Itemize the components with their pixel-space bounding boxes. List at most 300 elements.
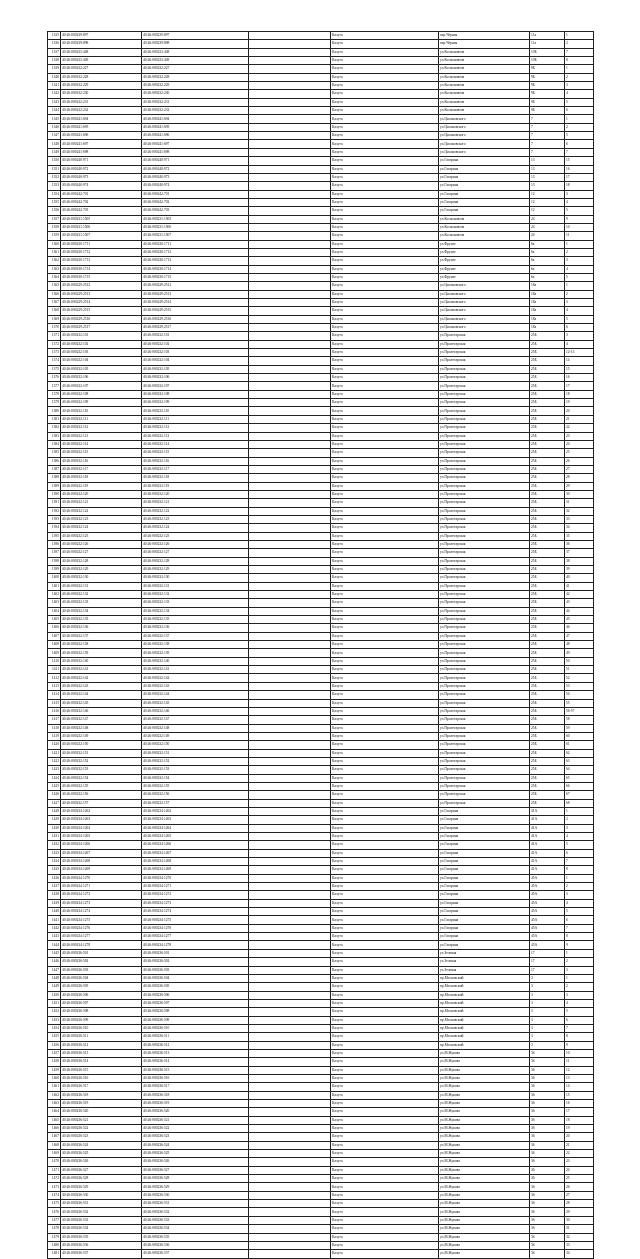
- row-number-cell: 1373: [48, 349, 61, 357]
- record-number-cell: 40:26:000236:519: [61, 1100, 142, 1108]
- city-cell: Калуга: [331, 182, 439, 190]
- record-number-cell: 40:26:000232:137: [61, 632, 142, 640]
- house-number-cell: 9Б: [530, 107, 565, 115]
- apartment-number-cell: 8: [565, 866, 594, 874]
- table-row: [48, 65, 594, 73]
- cadastral-number-cell: 40:26:000233:448: [142, 48, 249, 56]
- city-cell: Калуга: [331, 791, 439, 799]
- street-cell: ул.М.Жукова: [439, 1133, 530, 1141]
- street-cell: ул.Космонавтов: [439, 48, 530, 56]
- street-cell: пр.Московский: [439, 1041, 530, 1049]
- record-number-cell: 40:26:000234:1270: [61, 874, 142, 882]
- street-cell: ул.Пролетарская: [439, 574, 530, 582]
- apartment-number-cell: 6: [565, 849, 594, 857]
- table-row: [48, 32, 594, 40]
- apartment-number-cell: 8: [565, 1033, 594, 1041]
- apartment-number-cell: 67: [565, 791, 594, 799]
- record-number-cell: 40:26:000232:117: [61, 465, 142, 473]
- record-number-cell: 40:26:000232:102: [61, 340, 142, 348]
- row-number-cell: 1467: [48, 1133, 61, 1141]
- city-cell: Калуга: [331, 223, 439, 231]
- street-cell: ул.Пролетарская: [439, 624, 530, 632]
- apartment-number-cell: 4: [565, 265, 594, 273]
- city-cell: Калуга: [331, 933, 439, 941]
- house-number-cell: 25Б: [530, 582, 565, 590]
- blank-cell-cell: [249, 949, 331, 957]
- table-row: [48, 1016, 594, 1024]
- cadastral-number-cell: 40:26:000231:1505: [142, 215, 249, 223]
- cadastral-number-cell: 40:26:000236:533: [142, 1216, 249, 1224]
- apartment-number-cell: 54: [565, 691, 594, 699]
- table-row: [48, 599, 594, 607]
- cadastral-number-cell: 40:26:000236:516: [142, 1074, 249, 1082]
- blank-cell-cell: [249, 73, 331, 81]
- cadastral-number-cell: 40:26:000232:145: [142, 699, 249, 707]
- house-number-cell: 12: [530, 207, 565, 215]
- blank-cell-cell: [249, 1208, 331, 1216]
- street-cell: ул.М.Жукова: [439, 1233, 530, 1241]
- city-cell: Калуга: [331, 374, 439, 382]
- cadastral-number-cell: 40:26:000232:155: [142, 782, 249, 790]
- city-cell: Калуга: [331, 215, 439, 223]
- street-cell: ул.Пролетарская: [439, 707, 530, 715]
- blank-cell-cell: [249, 1066, 331, 1074]
- row-number-cell: 1464: [48, 1108, 61, 1116]
- table-row: [48, 1141, 594, 1149]
- blank-cell-cell: [249, 1100, 331, 1108]
- table-row: [48, 1108, 594, 1116]
- row-number-cell: 1375: [48, 365, 61, 373]
- table-row: [48, 515, 594, 523]
- city-cell: Калуга: [331, 507, 439, 515]
- street-cell: ул.Циолковского: [439, 315, 530, 323]
- record-number-cell: 40:26:000232:232: [61, 107, 142, 115]
- house-number-cell: 18а: [530, 307, 565, 315]
- row-number-cell: 1401: [48, 582, 61, 590]
- table-row: [48, 1116, 594, 1124]
- table-row: [48, 307, 594, 315]
- street-cell: ул.М.Жукова: [439, 1150, 530, 1158]
- house-number-cell: 45А: [530, 916, 565, 924]
- row-number-cell: 1436: [48, 874, 61, 882]
- city-cell: Калуга: [331, 599, 439, 607]
- cadastral-number-cell: 40:26:000234:1266: [142, 841, 249, 849]
- city-cell: Калуга: [331, 140, 439, 148]
- blank-cell-cell: [249, 657, 331, 665]
- blank-cell-cell: [249, 974, 331, 982]
- blank-cell-cell: [249, 707, 331, 715]
- row-number-cell: 1449: [48, 983, 61, 991]
- row-number-cell: 1347: [48, 132, 61, 140]
- blank-cell-cell: [249, 182, 331, 190]
- city-cell: Калуга: [331, 999, 439, 1007]
- row-number-cell: 1437: [48, 883, 61, 891]
- record-number-cell: 40:26:000240:972: [61, 165, 142, 173]
- apartment-number-cell: 6: [565, 140, 594, 148]
- table-row: [48, 591, 594, 599]
- table-row: [48, 1158, 594, 1166]
- city-cell: Калуга: [331, 691, 439, 699]
- city-cell: Калуга: [331, 632, 439, 640]
- blank-cell-cell: [249, 741, 331, 749]
- row-number-cell: 1458: [48, 1058, 61, 1066]
- city-cell: Калуга: [331, 574, 439, 582]
- street-cell: ул.М.Жукова: [439, 1166, 530, 1174]
- blank-cell-cell: [249, 1225, 331, 1233]
- table-row: [48, 424, 594, 432]
- record-number-cell: 40:26:000232:147: [61, 716, 142, 724]
- blank-cell-cell: [249, 140, 331, 148]
- street-cell: ул.Космонавтов: [439, 232, 530, 240]
- city-cell: Калуга: [331, 407, 439, 415]
- city-cell: Калуга: [331, 382, 439, 390]
- row-number-cell: 1361: [48, 248, 61, 256]
- cadastral-number-cell: 40:26:000232:129: [142, 566, 249, 574]
- city-cell: Калуга: [331, 440, 439, 448]
- cadastral-number-cell: 40:26:000236:501: [142, 949, 249, 957]
- row-number-cell: 1478: [48, 1225, 61, 1233]
- blank-cell-cell: [249, 1116, 331, 1124]
- street-cell: ул.Пролетарская: [439, 582, 530, 590]
- house-number-cell: 36: [530, 1208, 565, 1216]
- street-cell: ул.М.Жукова: [439, 1125, 530, 1133]
- street-cell: ул.Пролетарская: [439, 682, 530, 690]
- apartment-number-cell: 24: [565, 1166, 594, 1174]
- city-cell: Калуга: [331, 782, 439, 790]
- table-row: [48, 507, 594, 515]
- city-cell: Калуга: [331, 816, 439, 824]
- street-cell: ул.Пролетарская: [439, 340, 530, 348]
- record-number-cell: 40:26:000232:122: [61, 507, 142, 515]
- city-cell: Калуга: [331, 833, 439, 841]
- city-cell: Калуга: [331, 307, 439, 315]
- blank-cell-cell: [249, 374, 331, 382]
- blank-cell-cell: [249, 324, 331, 332]
- city-cell: Калуга: [331, 390, 439, 398]
- city-cell: Калуга: [331, 699, 439, 707]
- cadastral-number-cell: 40:26:000232:229: [142, 82, 249, 90]
- table-row: [48, 1241, 594, 1249]
- house-number-cell: 6а: [530, 265, 565, 273]
- record-number-cell: 40:26:000241:696: [61, 132, 142, 140]
- apartment-number-cell: 4: [565, 307, 594, 315]
- blank-cell-cell: [249, 32, 331, 40]
- city-cell: Калуга: [331, 1033, 439, 1041]
- record-number-cell: 40:26:000234:1277: [61, 933, 142, 941]
- apartment-number-cell: 3: [565, 257, 594, 265]
- house-number-cell: 25Б: [530, 482, 565, 490]
- apartment-number-cell: 1: [565, 240, 594, 248]
- row-number-cell: 1477: [48, 1216, 61, 1224]
- house-number-cell: 3: [530, 991, 565, 999]
- record-number-cell: 40:26:000232:132: [61, 591, 142, 599]
- apartment-number-cell: 52: [565, 674, 594, 682]
- cadastral-number-cell: 40:26:000232:132: [142, 591, 249, 599]
- blank-cell-cell: [249, 382, 331, 390]
- cadastral-number-cell: 40:26:000241:698: [142, 148, 249, 156]
- apartment-number-cell: 9: [565, 1041, 594, 1049]
- blank-cell-cell: [249, 524, 331, 532]
- cadastral-number-cell: 40:26:000232:130: [142, 574, 249, 582]
- city-cell: Калуга: [331, 682, 439, 690]
- table-row: [48, 198, 594, 206]
- house-number-cell: 25Б: [530, 716, 565, 724]
- house-number-cell: 25Б: [530, 799, 565, 807]
- blank-cell-cell: [249, 866, 331, 874]
- house-number-cell: 41А: [530, 858, 565, 866]
- cadastral-number-cell: 40:26:000232:116: [142, 457, 249, 465]
- blank-cell-cell: [249, 699, 331, 707]
- cadastral-number-cell: 40:26:000232:149: [142, 732, 249, 740]
- row-number-cell: 1453: [48, 1016, 61, 1024]
- blank-cell-cell: [249, 916, 331, 924]
- blank-cell-cell: [249, 424, 331, 432]
- street-cell: пр.Московский: [439, 1024, 530, 1032]
- row-number-cell: 1480: [48, 1241, 61, 1249]
- street-cell: ул.Гагарина: [439, 182, 530, 190]
- row-number-cell: 1444: [48, 941, 61, 949]
- table-row: [48, 1083, 594, 1091]
- street-cell: ул.М.Жукова: [439, 1091, 530, 1099]
- blank-cell-cell: [249, 991, 331, 999]
- apartment-number-cell: 56-57: [565, 707, 594, 715]
- apartment-number-cell: 1: [565, 807, 594, 815]
- table-row: [48, 566, 594, 574]
- house-number-cell: 6а: [530, 248, 565, 256]
- cadastral-number-cell: 40:26:000232:117: [142, 465, 249, 473]
- apartment-number-cell: 35: [565, 532, 594, 540]
- row-number-cell: 1338: [48, 57, 61, 65]
- house-number-cell: 3: [530, 1008, 565, 1016]
- apartment-number-cell: 62: [565, 749, 594, 757]
- city-cell: Калуга: [331, 1158, 439, 1166]
- street-cell: ул.М.Жукова: [439, 1175, 530, 1183]
- record-number-cell: 40:26:000232:146: [61, 707, 142, 715]
- street-cell: ул.Пролетарская: [439, 474, 530, 482]
- blank-cell-cell: [249, 682, 331, 690]
- house-number-cell: 10Б: [530, 57, 565, 65]
- street-cell: ул.Фрунзе: [439, 248, 530, 256]
- city-cell: Калуга: [331, 132, 439, 140]
- apartment-number-cell: 15: [565, 157, 594, 165]
- city-cell: Калуга: [331, 73, 439, 81]
- table-row: [48, 315, 594, 323]
- row-number-cell: 1378: [48, 390, 61, 398]
- house-number-cell: 36: [530, 1175, 565, 1183]
- apartment-number-cell: 26: [565, 457, 594, 465]
- cadastral-number-cell: 40:26:000236:518: [142, 1091, 249, 1099]
- table-row: [48, 223, 594, 231]
- row-number-cell: 1388: [48, 474, 61, 482]
- city-cell: Калуга: [331, 732, 439, 740]
- city-cell: Калуга: [331, 949, 439, 957]
- record-number-cell: 40:26:000232:119: [61, 482, 142, 490]
- city-cell: Калуга: [331, 899, 439, 907]
- cadastral-number-cell: 40:26:000232:146: [142, 707, 249, 715]
- table-row: [48, 299, 594, 307]
- blank-cell-cell: [249, 908, 331, 916]
- city-cell: Калуга: [331, 707, 439, 715]
- blank-cell-cell: [249, 349, 331, 357]
- apartment-number-cell: 3: [565, 190, 594, 198]
- table-row: [48, 107, 594, 115]
- table-row: [48, 699, 594, 707]
- street-cell: ул.Пролетарская: [439, 507, 530, 515]
- table-row: [48, 207, 594, 215]
- record-number-cell: 40:26:000232:104: [61, 357, 142, 365]
- street-cell: пр.Московский: [439, 991, 530, 999]
- blank-cell-cell: [249, 1058, 331, 1066]
- blank-cell-cell: [249, 1250, 331, 1258]
- table-row: [48, 1208, 594, 1216]
- cadastral-number-cell: 40:26:000236:534: [142, 1225, 249, 1233]
- city-cell: Калуга: [331, 716, 439, 724]
- city-cell: Калуга: [331, 757, 439, 765]
- record-number-cell: 40:26:000236:537: [61, 1250, 142, 1258]
- house-number-cell: 25Б: [530, 374, 565, 382]
- apartment-number-cell: 21: [565, 415, 594, 423]
- apartment-number-cell: 33: [565, 1241, 594, 1249]
- street-cell: ул.Циолковского: [439, 290, 530, 298]
- table-row: [48, 607, 594, 615]
- city-cell: Калуга: [331, 666, 439, 674]
- city-cell: Калуга: [331, 98, 439, 106]
- row-number-cell: 1344: [48, 107, 61, 115]
- cadastral-number-cell: 40:26:000232:151: [142, 749, 249, 757]
- blank-cell-cell: [249, 1216, 331, 1224]
- apartment-number-cell: 5: [565, 207, 594, 215]
- blank-cell-cell: [249, 507, 331, 515]
- street-cell: ул.Гагарина: [439, 899, 530, 907]
- city-cell: Калуга: [331, 432, 439, 440]
- apartment-number-cell: 26: [565, 1183, 594, 1191]
- apartment-number-cell: 32: [565, 1233, 594, 1241]
- row-number-cell: 1422: [48, 757, 61, 765]
- apartment-number-cell: 4: [565, 340, 594, 348]
- blank-cell-cell: [249, 632, 331, 640]
- street-cell: ул.Пролетарская: [439, 357, 530, 365]
- blank-cell-cell: [249, 248, 331, 256]
- blank-cell-cell: [249, 1133, 331, 1141]
- blank-cell-cell: [249, 1049, 331, 1057]
- house-number-cell: 25Б: [530, 724, 565, 732]
- table-row: [48, 1183, 594, 1191]
- row-number-cell: 1335: [48, 32, 61, 40]
- city-cell: Калуга: [331, 157, 439, 165]
- street-cell: ул.Фрунзе: [439, 240, 530, 248]
- table-row: [48, 883, 594, 891]
- city-cell: Калуга: [331, 148, 439, 156]
- record-number-cell: 40:26:000232:136: [61, 624, 142, 632]
- cadastral-number-cell: 40:26:000241:695: [142, 123, 249, 131]
- record-number-cell: 40:26:000239:898: [61, 40, 142, 48]
- house-number-cell: 36: [530, 1116, 565, 1124]
- apartment-number-cell: 1: [565, 115, 594, 123]
- row-number-cell: 1387: [48, 465, 61, 473]
- apartment-number-cell: 2: [565, 123, 594, 131]
- city-cell: Калуга: [331, 65, 439, 73]
- apartment-number-cell: 3: [565, 332, 594, 340]
- apartment-number-cell: 55: [565, 699, 594, 707]
- street-cell: ул.Пролетарская: [439, 666, 530, 674]
- apartment-number-cell: 11: [565, 232, 594, 240]
- city-cell: Калуга: [331, 107, 439, 115]
- cadastral-number-cell: 40:26:000232:120: [142, 490, 249, 498]
- cadastral-number-cell: 40:26:000234:1275: [142, 916, 249, 924]
- row-number-cell: 1377: [48, 382, 61, 390]
- city-cell: Калуга: [331, 524, 439, 532]
- record-number-cell: 40:26:000229:2512: [61, 282, 142, 290]
- house-number-cell: 25Б: [530, 490, 565, 498]
- record-number-cell: 40:26:000236:524: [61, 1141, 142, 1149]
- apartment-number-cell: 31: [565, 1225, 594, 1233]
- blank-cell-cell: [249, 749, 331, 757]
- record-number-cell: 40:26:000234:1278: [61, 941, 142, 949]
- cadastral-number-cell: 40:26:000240:971: [142, 157, 249, 165]
- row-number-cell: 1405: [48, 616, 61, 624]
- row-number-cell: 1455: [48, 1033, 61, 1041]
- house-number-cell: 25Б: [530, 607, 565, 615]
- table-row: [48, 941, 594, 949]
- street-cell: ул.Гагарина: [439, 916, 530, 924]
- row-number-cell: 1411: [48, 666, 61, 674]
- street-cell: ул.Пролетарская: [439, 382, 530, 390]
- house-number-cell: 24: [530, 215, 565, 223]
- house-number-cell: 9Б: [530, 98, 565, 106]
- cadastral-number-cell: 40:26:000232:127: [142, 549, 249, 557]
- city-cell: Калуга: [331, 866, 439, 874]
- cadastral-number-cell: 40:26:000230:1715: [142, 273, 249, 281]
- record-number-cell: 40:26:000236:503: [61, 966, 142, 974]
- record-number-cell: 40:26:000236:504: [61, 974, 142, 982]
- cadastral-number-cell: 40:26:000229:2515: [142, 307, 249, 315]
- blank-cell-cell: [249, 816, 331, 824]
- record-number-cell: 40:26:000240:974: [61, 182, 142, 190]
- table-row: [48, 240, 594, 248]
- city-cell: Калуга: [331, 332, 439, 340]
- row-number-cell: 1430: [48, 824, 61, 832]
- record-number-cell: 40:26:000230:1713: [61, 257, 142, 265]
- record-number-cell: 40:26:000240:973: [61, 173, 142, 181]
- table-row: [48, 524, 594, 532]
- record-number-cell: 40:26:000232:155: [61, 782, 142, 790]
- record-number-cell: 40:26:000236:531: [61, 1200, 142, 1208]
- row-number-cell: 1345: [48, 115, 61, 123]
- blank-cell-cell: [249, 958, 331, 966]
- apartment-number-cell: 14: [565, 357, 594, 365]
- city-cell: Калуга: [331, 566, 439, 574]
- city-cell: Калуга: [331, 549, 439, 557]
- row-number-cell: 1423: [48, 766, 61, 774]
- blank-cell-cell: [249, 457, 331, 465]
- apartment-number-cell: 4: [565, 198, 594, 206]
- blank-cell-cell: [249, 173, 331, 181]
- blank-cell-cell: [249, 282, 331, 290]
- house-number-cell: 36: [530, 1200, 565, 1208]
- blank-cell-cell: [249, 315, 331, 323]
- house-number-cell: 12: [530, 190, 565, 198]
- cadastral-number-cell: 40:26:000236:531: [142, 1200, 249, 1208]
- row-number-cell: 1463: [48, 1100, 61, 1108]
- table-row: [48, 349, 594, 357]
- house-number-cell: 3: [530, 1024, 565, 1032]
- row-number-cell: 1341: [48, 82, 61, 90]
- row-number-cell: 1354: [48, 190, 61, 198]
- city-cell: Калуга: [331, 48, 439, 56]
- house-number-cell: 36: [530, 1166, 565, 1174]
- table-row: [48, 866, 594, 874]
- house-number-cell: 24: [530, 223, 565, 231]
